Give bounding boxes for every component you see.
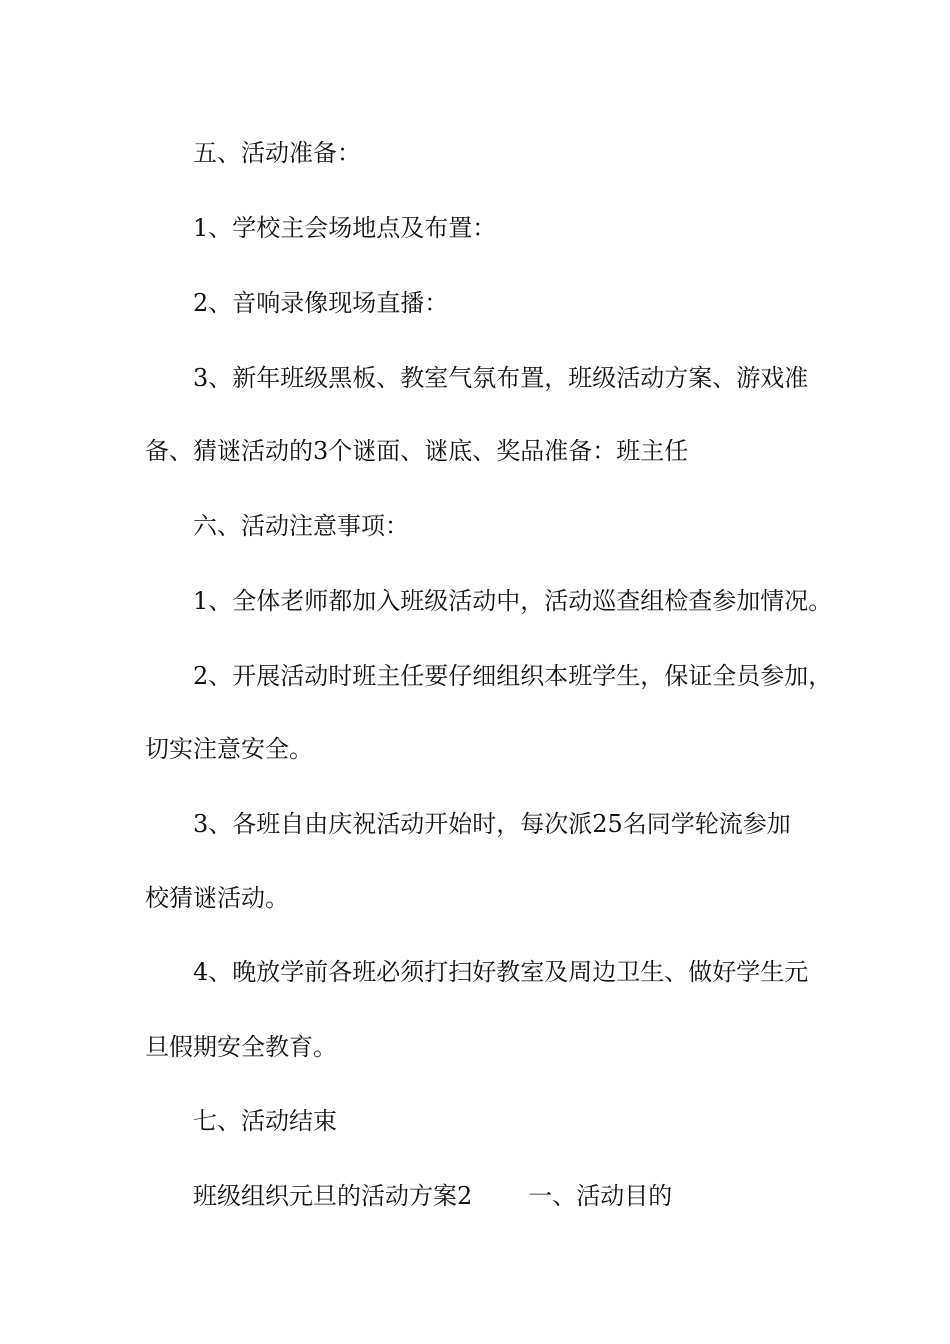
paragraph-line: 旦假期安全教育。 (145, 1033, 337, 1061)
section-heading-end: 七、活动结束 (193, 1107, 337, 1135)
paragraph-line: 3、各班自由庆祝活动开始时，每次派25名同学轮流参加 (193, 810, 791, 838)
plan-title-line (193, 1181, 863, 1211)
paragraph-line: 1、全体老师都加入班级活动中，活动巡查组检查参加情况。 (193, 587, 833, 615)
paragraph-line: 校猜谜活动。 (145, 884, 289, 912)
paragraph-line: 1、学校主会场地点及布置： (193, 214, 497, 242)
plan-title: 班级组织元旦的活动方案2 (193, 1182, 473, 1210)
section-heading-purpose: 一、活动目的 (528, 1182, 673, 1210)
paragraph-line: 2、音响录像现场直播： (193, 289, 449, 317)
section-heading-preparation: 五、活动准备： (193, 139, 361, 167)
paragraph-line: 2、开展活动时班主任要仔细组织本班学生，保证全员参加， (193, 662, 833, 690)
paragraph-line: 3、新年班级黑板、教室气氛布置，班级活动方案、游戏准 (193, 364, 809, 392)
paragraph-line: 切实注意安全。 (145, 735, 313, 763)
section-heading-notes: 六、活动注意事项： (193, 512, 409, 540)
paragraph-line: 备、猜谜活动的3个谜面、谜底、奖品准备：班主任 (145, 437, 689, 465)
paragraph-line: 4、晚放学前各班必须打扫好教室及周边卫生、做好学生元 (193, 958, 809, 986)
